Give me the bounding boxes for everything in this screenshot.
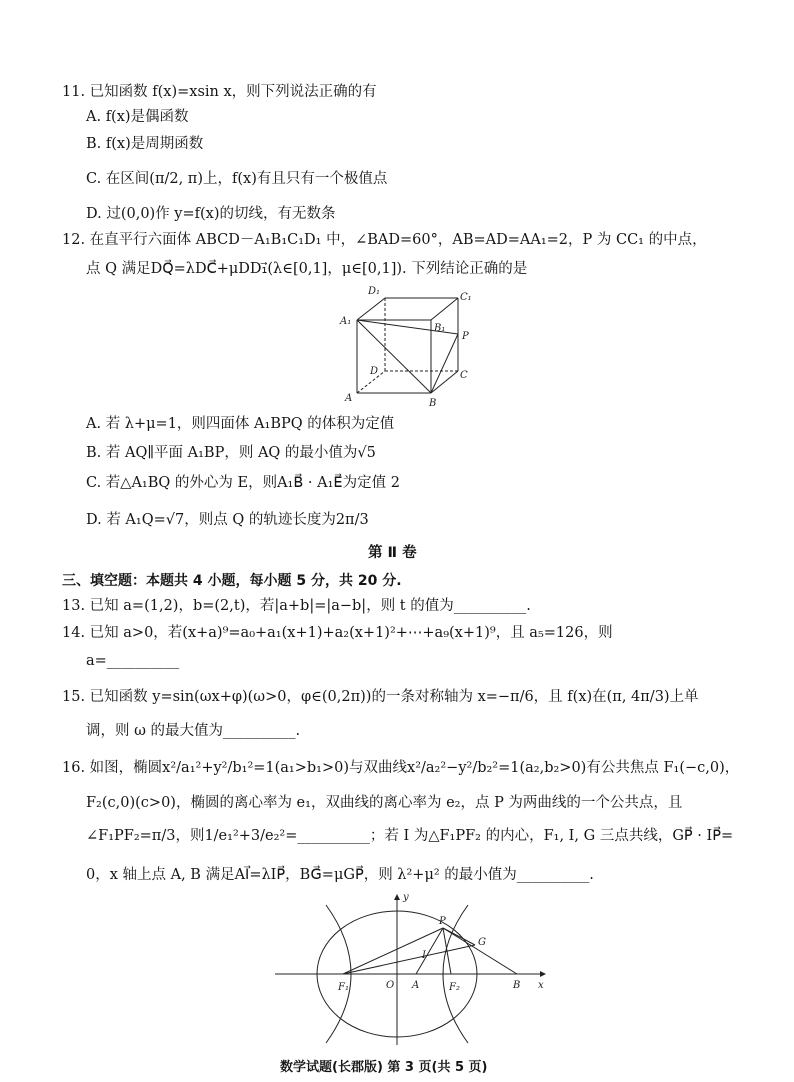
q11-option-d: D. 过(0,0)作 y=f(x)的切线，有无数条 xyxy=(86,206,336,222)
prism-figure xyxy=(335,280,485,410)
q14-line1: 14. 已知 a>0，若(x+a)⁹=a₀+a₁(x+1)+a₂(x+1)²+⋯+a₉(x+1)⁹，且 a₅=126，则 xyxy=(62,625,613,641)
conic-figure xyxy=(270,890,560,1050)
edge-c1-b1 xyxy=(431,298,458,320)
segment-p-b xyxy=(443,928,517,974)
label-p: P xyxy=(462,331,469,342)
segment-p-a xyxy=(416,928,443,974)
label-g: G xyxy=(478,937,486,948)
label-b: B xyxy=(513,980,521,991)
label-y: y xyxy=(403,892,409,903)
segment-f1-g xyxy=(343,945,475,974)
label-b1: B₁ xyxy=(434,323,446,334)
section-3-heading: 三、填空题：本题共 4 小题，每小题 5 分，共 20 分. xyxy=(62,573,402,589)
segment-a1-b xyxy=(357,320,431,393)
q16-line3: ∠F₁PF₂=π/3，则1/e₁²+3/e₂²=__________；若 I 为△F₁PF₂ 的内心，F₁, I, G 三点共线，GP⃗ · IP⃗= xyxy=(86,828,734,844)
label-b: B xyxy=(429,398,437,409)
label-a: A xyxy=(412,980,420,991)
label-o: O xyxy=(386,980,395,991)
label-a1: A₁ xyxy=(340,316,352,327)
q12-stem-line1: 12. 在直平行六面体 ABCD－A₁B₁C₁D₁ 中，∠BAD=60°，AB=AD=AA₁=2，P 为 CC₁ 的中点， xyxy=(62,232,707,248)
edge-b-c xyxy=(431,371,458,393)
segment-f1-p xyxy=(343,928,443,974)
q12-option-d: D. 若 A₁Q=√7，则点 Q 的轨迹长度为2π/3 xyxy=(86,512,369,528)
label-f2: F₂ xyxy=(449,982,460,993)
q12-stem-line2: 点 Q 满足DQ⃗=λDC⃗+μDD₁⃗(λ∈[0,1]，μ∈[0,1]). 下列结论正确的是 xyxy=(86,261,528,277)
volume-title: 第 Ⅱ 卷 xyxy=(368,545,417,561)
q13: 13. 已知 a=(1,2)，b=(2,t)，若|a+b|=|a−b|，则 t 的值为__________. xyxy=(62,598,531,614)
label-i: I xyxy=(422,950,426,961)
label-a: A xyxy=(345,393,353,404)
edge-a1-d1 xyxy=(357,298,385,320)
label-x: x xyxy=(538,980,544,991)
label-d: D xyxy=(370,366,379,377)
q12-option-a: A. 若 λ+μ=1，则四面体 A₁BPQ 的体积为定值 xyxy=(86,416,395,432)
q16-line2: F₂(c,0)(c>0)，椭圆的离心率为 e₁，双曲线的离心率为 e₂，点 P 为两曲线的一个公共点，且 xyxy=(86,795,683,811)
q16-line4: 0，x 轴上点 A, B 满足AI⃗=λIP⃗，BG⃗=μGP⃗，则 λ²+μ² 的最小值为__________. xyxy=(86,867,594,883)
label-d1: D₁ xyxy=(368,286,381,297)
q12-option-c: C. 若△A₁BQ 的外心为 E，则A₁B⃗ · A₁E⃗为定值 2 xyxy=(86,475,400,491)
q14-line2: a=__________ xyxy=(86,653,180,669)
q11-stem: 11. 已知函数 f(x)=xsin x，则下列说法正确的有 xyxy=(62,84,377,100)
q11-option-b: B. f(x)是周期函数 xyxy=(86,136,204,152)
segment-b-p xyxy=(431,334,458,393)
q16-line1: 16. 如图，椭圆x²/a₁²+y²/b₁²=1(a₁>b₁>0)与双曲线x²/a₂²−y²/b₂²=1(a₂,b₂>0)有公共焦点 F₁(−c,0)， xyxy=(62,760,740,776)
label-c: C xyxy=(460,370,468,381)
label-c1: C₁ xyxy=(460,292,472,303)
label-f1: F₁ xyxy=(338,982,349,993)
q12-option-b: B. 若 AQ∥平面 A₁BP，则 AQ 的最小值为√5 xyxy=(86,445,376,461)
page-footer: 数学试题(长郡版) 第 3 页(共 5 页) xyxy=(280,1060,488,1075)
q15-line2: 调，则 ω 的最大值为__________. xyxy=(86,723,301,739)
q11-option-c: C. 在区间(π/2, π)上，f(x)有且只有一个极值点 xyxy=(86,171,388,187)
label-p: P xyxy=(439,916,446,927)
q11-option-a: A. f(x)是偶函数 xyxy=(86,109,189,125)
q15-line1: 15. 已知函数 y=sin(ωx+φ)(ω>0，φ∈(0,2π))的一条对称轴为 x=−π/6，且 f(x)在(π, 4π/3)上单 xyxy=(62,689,699,705)
